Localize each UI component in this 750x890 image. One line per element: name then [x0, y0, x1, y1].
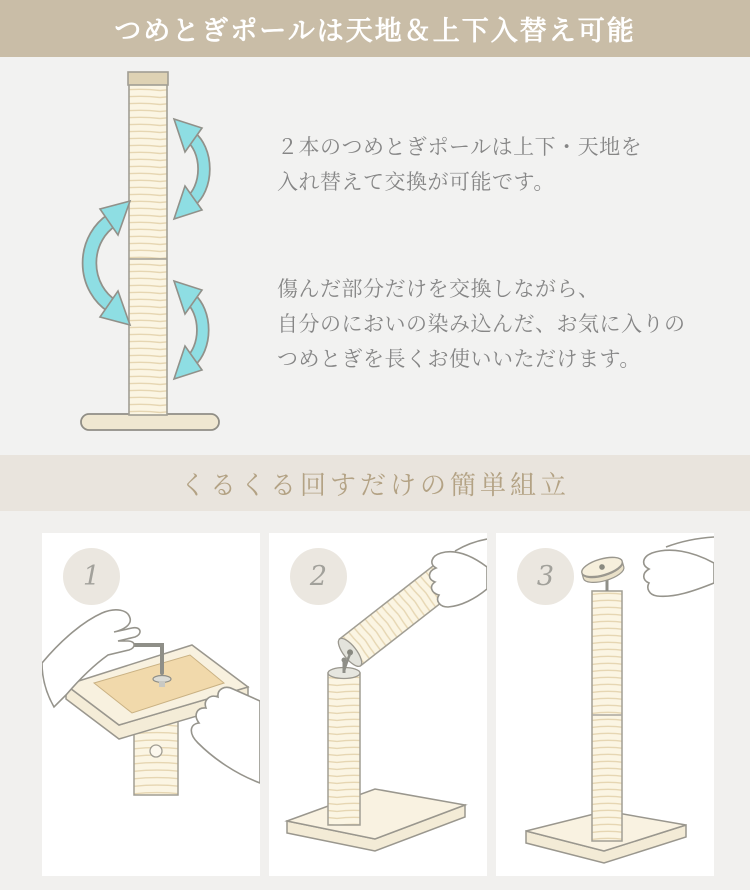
pole-top-cap — [128, 72, 168, 85]
feature-paragraph-2 — [277, 272, 686, 377]
bolt-hole — [150, 745, 162, 757]
hand-icon — [644, 537, 714, 596]
hand-icon — [429, 539, 487, 607]
feature-text-line: つめとぎを長くお使いいただけます。 — [277, 347, 641, 371]
base-board — [287, 789, 465, 851]
assembly-step-2-panel — [269, 533, 487, 876]
assembly-heading-band — [0, 455, 750, 511]
step-number: 2 — [309, 561, 328, 592]
swap-arrow-upper-icon — [174, 119, 204, 219]
top-cap-icon — [580, 554, 626, 587]
swap-feature-section — [0, 57, 750, 455]
scratching-pole-illustration — [0, 57, 280, 455]
step-number: 1 — [82, 561, 101, 592]
feature-paragraph-1 — [277, 130, 686, 200]
feature-text-line: 傷んだ部分だけを交換しながら、 — [277, 277, 600, 301]
assembled-pole — [592, 579, 622, 841]
feature-text-line: 入れ替えて交換が可能です。 — [277, 170, 555, 194]
top-banner — [0, 0, 750, 57]
swap-arrow-left-icon — [89, 201, 130, 325]
feature-text-line: 自分のにおいの染み込んだ、お気に入りの — [277, 312, 686, 336]
assembly-steps-section — [0, 511, 750, 890]
banner-title: つめとぎポールは天地＆上下入替え可能 — [114, 16, 636, 47]
pole-body — [129, 84, 167, 415]
assembly-step-1-panel — [42, 533, 260, 876]
step-number-badge — [290, 548, 347, 605]
feature-text-line: ２本のつめとぎポールは上下・天地を — [277, 135, 643, 159]
feature-copy — [277, 130, 686, 377]
step-number: 3 — [536, 561, 555, 592]
assembly-heading: くるくる回すだけの簡単組立 — [179, 470, 570, 501]
step-number-badge — [517, 548, 574, 605]
pole-base — [81, 414, 219, 430]
assembly-step-3-panel — [496, 533, 714, 876]
first-pole — [328, 658, 360, 826]
swap-arrow-lower-icon — [174, 281, 203, 379]
step-number-badge — [63, 548, 120, 605]
